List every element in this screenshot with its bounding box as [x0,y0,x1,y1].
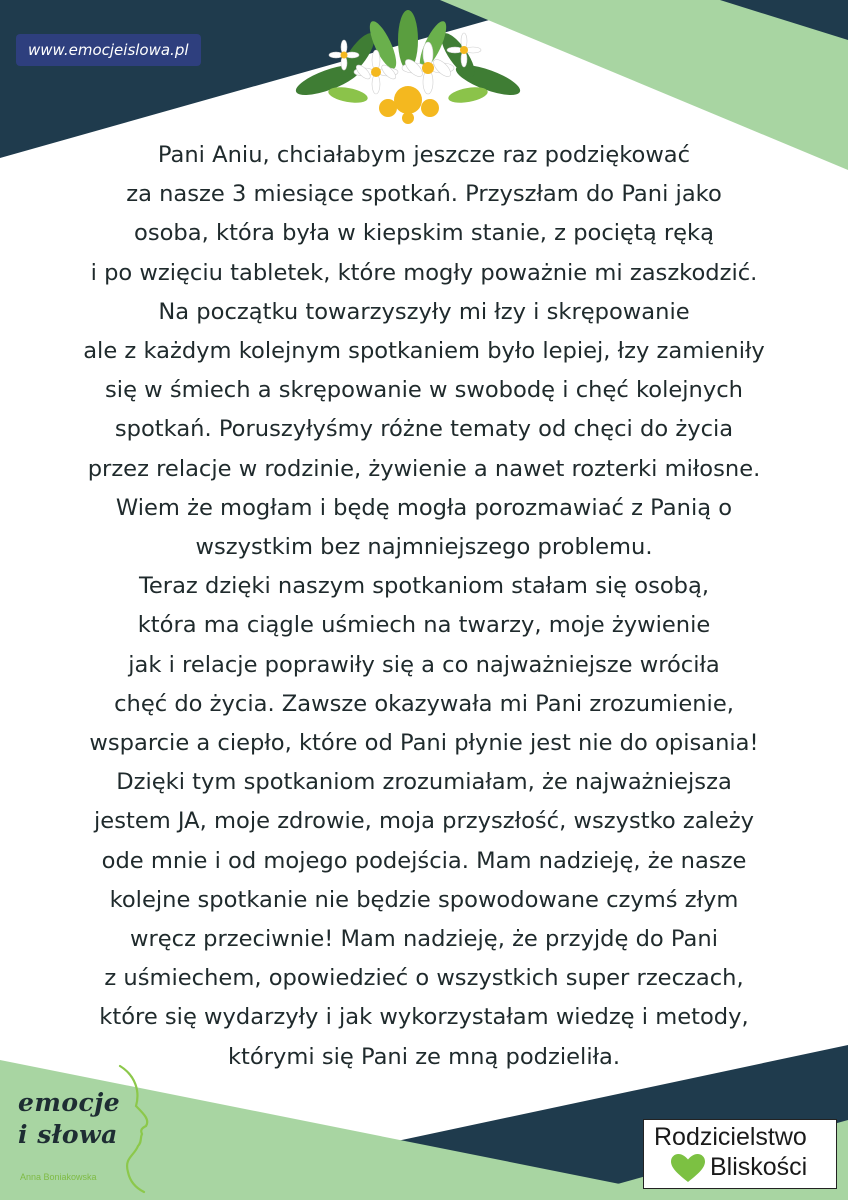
floral-decoration [288,0,528,125]
website-badge[interactable] [16,34,201,66]
letter-line: kolejne spotkanie nie będzie spowodowane czymś złym [109,886,739,913]
letter-line: która ma ciągle uśmiech na twarzy, moje żywienie [137,612,711,639]
letter-line: Dzięki tym spotkaniom zrozumiałam, że najważniejsza [116,769,732,796]
letter-line: Na początku towarzyszyły mi łzy i skrępowanie [158,298,690,325]
testimonial-letter [20,136,828,1077]
letter-line: osoba, która była w kiepskim stanie, z pociętą ręką [134,220,714,247]
rodzicielstwo-bliskosci-logo [643,1119,837,1189]
letter-line: przez relacje w rodzinie, żywienie a nawet rozterki miłosne. [87,455,761,482]
logo-line-bliskosci: Bliskości [710,1153,808,1181]
letter-line: które się wydarzyły i jak wykorzystałam wiedzę i metody, [99,1004,749,1031]
emocje-i-slowa-logo [10,1062,170,1194]
letter-line: jestem JA, moje zdrowie, moja przyszłość, wszystko zależy [94,808,754,835]
logo-line-emocje: emocje [18,1088,121,1117]
letter-line: Teraz dzięki naszym spotkaniom stałam się osobą, [138,573,710,600]
green-heart-icon [670,1153,706,1183]
logo-line-i-slowa: i słowa [18,1120,118,1149]
letter-line: chęć do życia. Zawsze okazywała mi Pani zrozumienie, [114,690,734,717]
letter-line: wszystkim bez najmniejszego problemu. [195,534,653,561]
logo-line-rodzicielstwo: Rodzicielstwo [654,1123,807,1151]
letter-line: z uśmiechem, opowiedzieć o wszystkich super rzeczach, [104,965,744,992]
letter-line: spotkań. Poruszyłyśmy różne tematy od chęci do życia [114,416,734,443]
letter-line: za nasze 3 miesiące spotkań. Przyszłam do Pani jako [126,181,722,208]
letter-line: wręcz przeciwnie! Mam nadzieję, że przyjdę do Pani [130,926,718,953]
logo-author: Anna Boniakowska [20,1172,97,1182]
website-url[interactable]: www.emocjeislowa.pl [28,41,189,59]
letter-line: wsparcie a ciepło, które od Pani płynie jest nie do opisania! [89,730,759,757]
letter-line: ale z każdym kolejnym spotkaniem było lepiej, łzy zamieniły [83,338,765,365]
letter-line: którymi się Pani ze mną podzieliła. [227,1043,621,1070]
letter-line: się w śmiech a skrępowanie w swobodę i chęć kolejnych [105,377,743,404]
letter-line: i po wzięciu tabletek, które mogły poważnie mi zaszkodzić. [90,259,758,286]
letter-line: jak i relacje poprawiły się a co najważniejsze wróciła [128,651,720,678]
letter-line: ode mnie i od mojego podejścia. Mam nadzieję, że nasze [101,847,747,874]
letter-line: Pani Aniu, chciałabym jeszcze raz podziękować [157,142,691,168]
letter-line: Wiem że mogłam i będę mogła porozmawiać z Panią o [115,494,733,521]
